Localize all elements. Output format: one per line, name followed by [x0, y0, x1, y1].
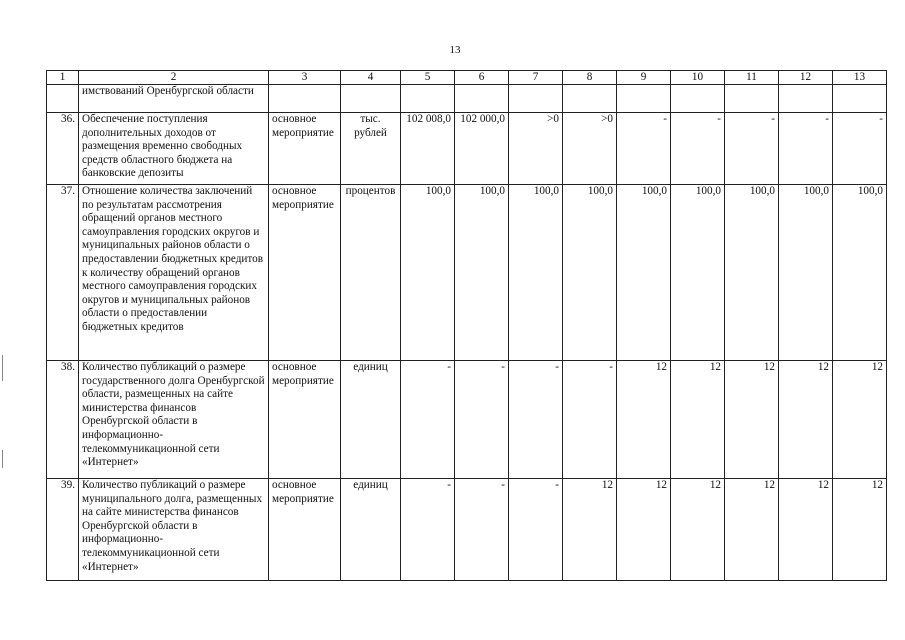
value-cell	[509, 85, 563, 113]
value-cell: 100,0	[509, 185, 563, 361]
indicator-unit: единиц	[341, 479, 401, 581]
column-header: 7	[509, 71, 563, 85]
value-cell	[833, 85, 887, 113]
indicator-type: основное мероприятие	[269, 361, 341, 479]
value-cell: 102 008,0	[401, 113, 455, 185]
value-cell	[617, 85, 671, 113]
value-cell: -	[617, 113, 671, 185]
value-cell: 12	[563, 479, 617, 581]
scan-margin-mark	[2, 355, 3, 381]
value-cell: 12	[779, 479, 833, 581]
indicator-unit: единиц	[341, 361, 401, 479]
indicators-table	[46, 70, 887, 581]
column-header: 2	[79, 71, 269, 85]
value-cell: 100,0	[779, 185, 833, 361]
table-row	[47, 479, 887, 581]
value-cell: -	[779, 113, 833, 185]
value-cell: 100,0	[725, 185, 779, 361]
indicator-unit: процентов	[341, 185, 401, 361]
indicator-type: основное мероприятие	[269, 479, 341, 581]
value-cell	[401, 85, 455, 113]
column-header: 3	[269, 71, 341, 85]
value-cell: -	[671, 113, 725, 185]
value-cell: -	[401, 361, 455, 479]
row-number: 36.	[47, 113, 79, 185]
value-cell	[563, 85, 617, 113]
indicator-name: Количество публикаций о размере государственного долга Оренбургской области, размещенных на сайте министерства финансов Оренбургской области в информационно-телекоммуникационной сети «Интернет»	[79, 361, 269, 479]
table-row	[47, 113, 887, 185]
column-header: 11	[725, 71, 779, 85]
row-number: 37.	[47, 185, 79, 361]
value-cell: 100,0	[833, 185, 887, 361]
table-row	[47, 185, 887, 361]
row-number	[47, 85, 79, 113]
value-cell: 12	[617, 361, 671, 479]
value-cell: -	[455, 361, 509, 479]
column-header: 9	[617, 71, 671, 85]
column-header: 1	[47, 71, 79, 85]
value-cell: -	[455, 479, 509, 581]
table-row	[47, 85, 887, 113]
indicator-name: имствований Оренбургской области	[79, 85, 269, 113]
table-row	[47, 361, 887, 479]
value-cell: 12	[725, 361, 779, 479]
value-cell: -	[563, 361, 617, 479]
value-cell: 100,0	[401, 185, 455, 361]
column-header: 6	[455, 71, 509, 85]
row-number: 38.	[47, 361, 79, 479]
value-cell: >0	[563, 113, 617, 185]
indicator-name: Обеспечение поступления дополнительных доходов от размещения временно свободных средств областного бюджета на банковские депозиты	[79, 113, 269, 185]
column-header: 5	[401, 71, 455, 85]
value-cell	[725, 85, 779, 113]
value-cell: >0	[509, 113, 563, 185]
indicator-name: Количество публикаций о размере муниципального долга, размещенных на сайте министерства финансов Оренбургской области в информационно-телекоммуникационной сети «Интернет»	[79, 479, 269, 581]
indicator-type	[269, 85, 341, 113]
value-cell: 100,0	[671, 185, 725, 361]
value-cell: 100,0	[563, 185, 617, 361]
column-header: 8	[563, 71, 617, 85]
value-cell: -	[725, 113, 779, 185]
scan-margin-mark	[2, 450, 3, 468]
value-cell: 12	[833, 361, 887, 479]
indicator-type: основное мероприятие	[269, 185, 341, 361]
column-header: 13	[833, 71, 887, 85]
value-cell: 12	[779, 361, 833, 479]
value-cell	[671, 85, 725, 113]
value-cell: 12	[617, 479, 671, 581]
value-cell	[455, 85, 509, 113]
column-header: 10	[671, 71, 725, 85]
value-cell: -	[509, 361, 563, 479]
value-cell: -	[833, 113, 887, 185]
value-cell: 12	[833, 479, 887, 581]
value-cell: 100,0	[455, 185, 509, 361]
indicator-unit: тыс. рублей	[341, 113, 401, 185]
page-number: 13	[449, 44, 461, 56]
value-cell: 12	[671, 361, 725, 479]
row-number: 39.	[47, 479, 79, 581]
value-cell: -	[401, 479, 455, 581]
indicator-type: основное мероприятие	[269, 113, 341, 185]
indicator-unit	[341, 85, 401, 113]
column-header: 12	[779, 71, 833, 85]
header-row	[47, 71, 887, 85]
value-cell: 12	[725, 479, 779, 581]
indicator-name: Отношение количества заключений по результатам рассмотрения обращений органов местного самоуправления городских округов и муниципальных районов области о предоставлении бюджетных кредитов к количеству обращений органов местного самоуправления городских округов и муниципальных районов области о предоставлении бюджетных кредитов	[79, 185, 269, 361]
value-cell	[779, 85, 833, 113]
value-cell: 100,0	[617, 185, 671, 361]
value-cell: 12	[671, 479, 725, 581]
column-header: 4	[341, 71, 401, 85]
value-cell: -	[509, 479, 563, 581]
value-cell: 102 000,0	[455, 113, 509, 185]
